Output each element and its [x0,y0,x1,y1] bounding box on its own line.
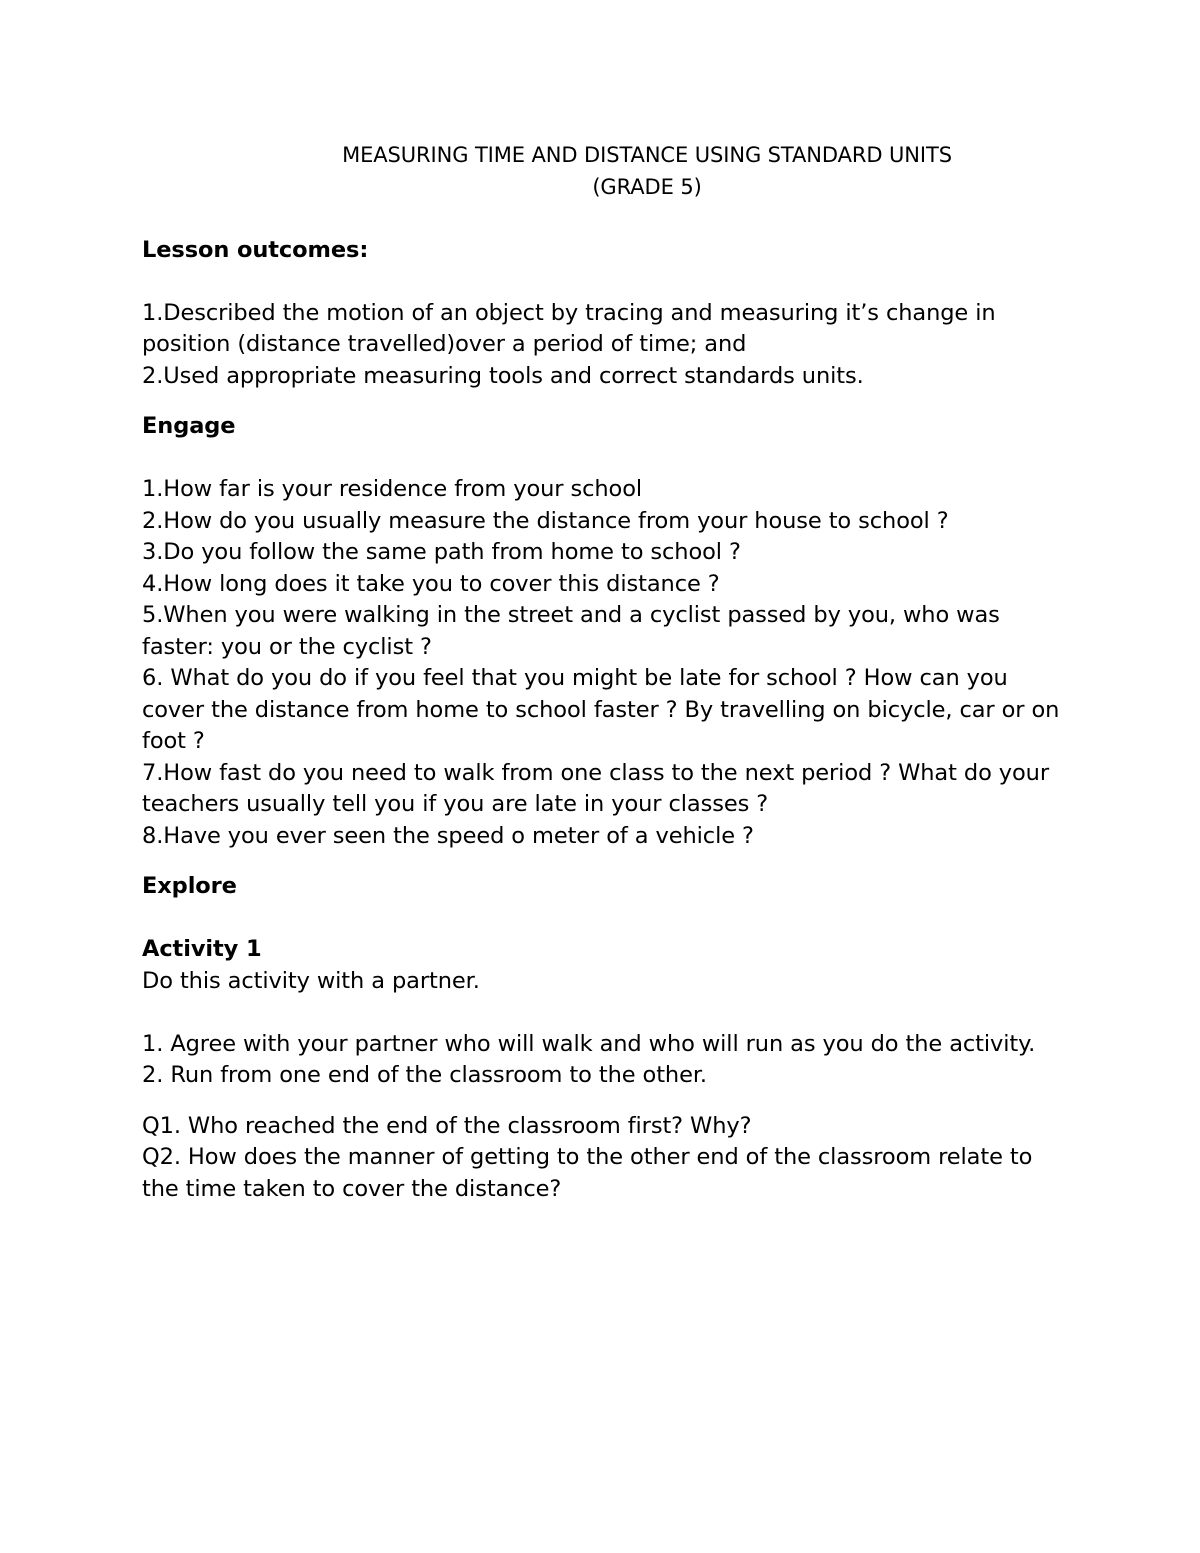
engage-heading: Engage [142,413,236,439]
title-line-main: MEASURING TIME AND DISTANCE USING STANDARD UNITS [342,143,952,167]
engage-question-list [142,474,1072,852]
lesson-outcomes-list [142,298,1072,393]
explore-heading: Explore [142,873,237,899]
engage-question: 5.When you were walking in the street and a cyclist passed by you, who was faster: you or the cyclist ? [142,602,1000,660]
activity-questions [142,1111,1072,1206]
document-title [142,140,1072,203]
engage-question: 4.How long does it take you to cover this distance ? [142,570,720,597]
activity-intro: Do this activity with a partner. [142,967,480,994]
engage-question: 7.How fast do you need to walk from one class to the next period ? What do your teachers usually tell you if you are late in your classes ? [142,759,1049,817]
outcome-item: 2.Used appropriate measuring tools and correct standards units. [142,362,864,389]
document-body [142,140,1072,1205]
engage-question: 6. What do you do if you feel that you might be late for school ? How can you cover the distance from home to school faster ? By travelling on bicycle, car or on foot ? [142,665,1060,754]
engage-question: 1.How far is your residence from your school [142,476,643,502]
engage-question: 3.Do you follow the same path from home to school ? [142,539,741,565]
outcome-item: 1.Described the motion of an object by tracing and measuring it’s change in position (distance travelled)over a period of time; and [142,299,996,357]
activity-steps [142,1029,1072,1092]
engage-question: 8.Have you ever seen the speed o meter of a vehicle ? [142,822,754,849]
activity-question: Q2. How does the manner of getting to the other end of the classroom relate to the time taken to cover the distance? [142,1144,1033,1202]
engage-question: 2.How do you usually measure the distance from your house to school ? [142,507,949,534]
title-line-grade: (GRADE 5) [592,174,702,199]
activity-heading: Activity 1 [142,936,262,962]
activity-question: Q1. Who reached the end of the classroom first? Why? [142,1112,752,1139]
lesson-outcomes-heading: Lesson outcomes: [142,236,369,263]
activity-step: 1. Agree with your partner who will walk and who will run as you do the activity. [142,1030,1036,1057]
activity-step: 2. Run from one end of the classroom to the other. [142,1062,707,1088]
